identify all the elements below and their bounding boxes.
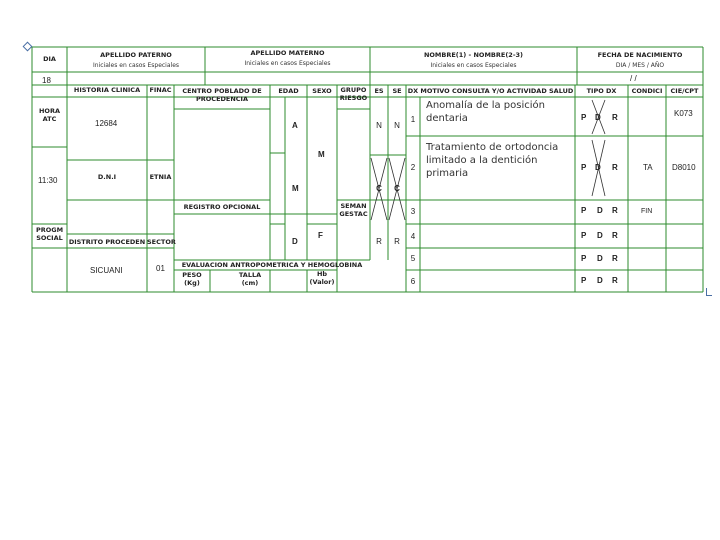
condicion-value[interactable]: FIN <box>641 208 653 215</box>
fecha-slashes: / / <box>630 74 637 83</box>
distrito-label: DISTRITO PROCEDEN <box>68 238 146 246</box>
centro-poblado-label: CENTRO POBLADO DE PROCEDENCIA <box>182 87 262 103</box>
tipo-r[interactable]: R <box>612 254 618 263</box>
sexo-m[interactable]: M <box>318 150 325 159</box>
tipo-p[interactable]: P <box>581 231 587 240</box>
tipo-p[interactable]: P <box>581 113 587 122</box>
tipo-r[interactable]: R <box>612 206 618 215</box>
dx-number: 2 <box>410 163 416 172</box>
dia-header: DIA <box>43 55 56 63</box>
grupo-riesgo-label: GRUPO RIESGO <box>339 86 368 102</box>
cie-value[interactable]: D8010 <box>672 163 696 172</box>
peso-label: PESO (Kg) <box>182 271 202 287</box>
se-r[interactable]: R <box>394 237 400 246</box>
dx-number: 3 <box>410 207 416 216</box>
sector-label: SECTOR <box>147 238 176 246</box>
fecha-nac-header: FECHA DE NACIMIENTO <box>597 51 683 59</box>
historia-clinica-label: HISTORIA CLINICA <box>73 86 141 94</box>
dx-header: DX MOTIVO CONSULTA Y/O ACTIVIDAD SALUD <box>407 87 574 95</box>
sector-value[interactable]: 01 <box>156 264 165 273</box>
evaluacion-header: EVALUACION ANTROPOMETRICA Y HEMOGLOBINA <box>181 261 363 269</box>
registro-label: REGISTRO OPCIONAL <box>183 203 261 211</box>
edad-m[interactable]: M <box>292 184 299 193</box>
es-n[interactable]: N <box>376 121 382 130</box>
hb-label: Hb (Valor) <box>309 270 335 286</box>
tipo-r[interactable]: R <box>612 163 618 172</box>
tipo-d[interactable]: D <box>595 113 601 122</box>
apellido-materno-header: APELLIDO MATERNO <box>250 49 325 57</box>
tipo-r[interactable]: R <box>612 113 618 122</box>
dni-label: D.N.I <box>97 173 117 181</box>
hora-atc-label: HORA ATC <box>38 107 60 123</box>
dx-number: 1 <box>410 115 416 124</box>
tipo-r[interactable]: R <box>612 231 618 240</box>
cie-header: CIE/CPT <box>670 87 699 95</box>
tipo-d[interactable]: D <box>597 276 603 285</box>
semanas-label: SEMAN GESTAC <box>339 202 368 218</box>
hora-value[interactable]: 11:30 <box>38 176 58 185</box>
cie-value[interactable]: K073 <box>674 109 693 118</box>
tipo-d[interactable]: D <box>595 163 601 172</box>
es-c[interactable]: C <box>376 184 382 193</box>
tipo-r[interactable]: R <box>612 276 618 285</box>
se-c[interactable]: C <box>394 184 400 193</box>
dx-number: 4 <box>410 232 416 241</box>
resize-handle-icon[interactable] <box>706 288 712 296</box>
tipo-p[interactable]: P <box>581 206 587 215</box>
etnia-label: ETNIA <box>149 173 172 181</box>
financ-label: FINAC <box>149 86 172 94</box>
edad-d[interactable]: D <box>292 237 298 246</box>
tipo-p[interactable]: P <box>581 163 587 172</box>
tipo-d[interactable]: D <box>597 231 603 240</box>
es-r[interactable]: R <box>376 237 382 246</box>
edad-a[interactable]: A <box>292 121 298 130</box>
apellido-materno-sub: Iniciales en casos Especiales <box>244 60 331 67</box>
dx-number: 5 <box>410 254 416 263</box>
progm-social-label: PROGM SOCIAL <box>35 226 64 242</box>
sexo-label: SEXO <box>312 87 332 95</box>
dia-value[interactable]: 18 <box>42 76 51 85</box>
dx-text[interactable]: Anomalía de la posición dentaria <box>426 100 545 124</box>
edad-label: EDAD <box>278 87 299 95</box>
se-label: SE <box>392 87 402 95</box>
apellido-paterno-header: APELLIDO PATERNO <box>100 51 172 59</box>
sexo-f[interactable]: F <box>318 231 323 240</box>
tipo-d[interactable]: D <box>597 254 603 263</box>
nombres-sub: Iniciales en casos Especiales <box>430 62 517 69</box>
se-n[interactable]: N <box>394 121 400 130</box>
tipo-p[interactable]: P <box>581 254 587 263</box>
tipo-d[interactable]: D <box>597 206 603 215</box>
nombres-header: NOMBRE(1) - NOMBRE(2-3) <box>423 51 524 59</box>
condicion-value[interactable]: TA <box>643 163 653 172</box>
distrito-value[interactable]: SICUANI <box>90 266 123 275</box>
es-label: ES <box>374 87 384 95</box>
talla-label: TALLA (cm) <box>238 271 262 287</box>
historia-value[interactable]: 12684 <box>95 119 118 128</box>
fecha-nac-sub: DIA / MES / AÑO <box>615 62 665 69</box>
tipo-p[interactable]: P <box>581 276 587 285</box>
dx-text[interactable]: Tratamiento de ortodoncia limitado a la dentición primaria <box>426 142 559 179</box>
condicion-header: CONDICI <box>631 87 663 95</box>
tipo-dx-header: TIPO DX <box>586 87 617 95</box>
apellido-paterno-sub: Iniciales en casos Especiales <box>92 62 180 69</box>
dx-number: 6 <box>410 277 416 286</box>
